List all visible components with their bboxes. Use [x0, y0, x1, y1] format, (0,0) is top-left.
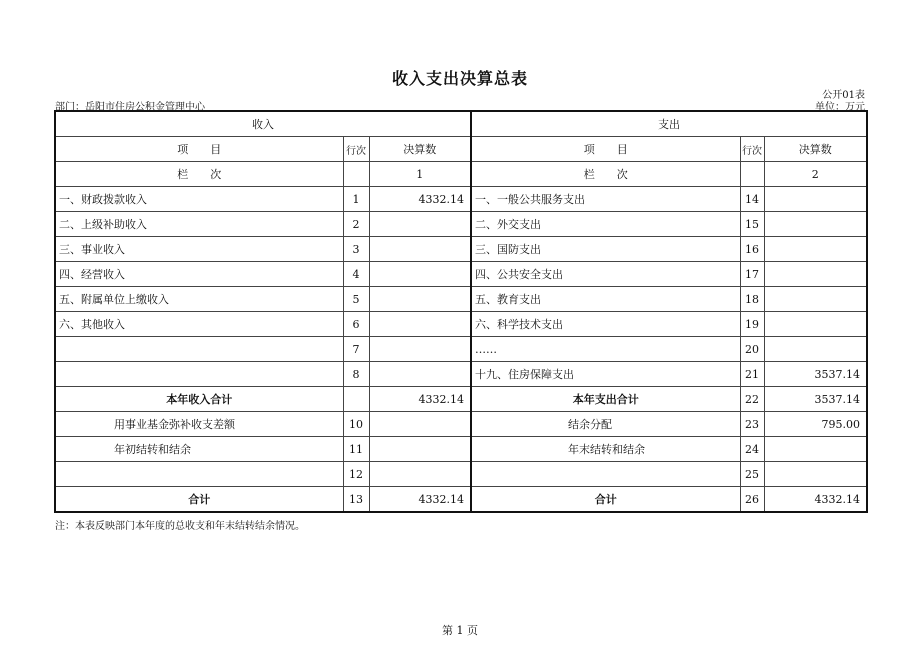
- expense-line-number: 15: [740, 212, 764, 237]
- expense-grand-total-label: 合计: [471, 487, 740, 513]
- income-amount: [369, 287, 471, 312]
- income-amount-header: 决算数: [369, 137, 471, 162]
- expense-line-number: 25: [740, 462, 764, 487]
- income-column-label: 栏 次: [55, 162, 343, 187]
- table-row: [55, 437, 867, 462]
- expense-grand-total-amount: 4332.14: [764, 487, 867, 513]
- income-amount: 4332.14: [369, 187, 471, 212]
- income-line-number: 7: [343, 337, 369, 362]
- grand-total-row: 合计 13 4332.14 合计 26 4332.14: [55, 487, 867, 513]
- income-column-index: 1: [369, 162, 471, 187]
- income-amount: [369, 312, 471, 337]
- expense-year-total-label: 本年支出合计: [471, 387, 740, 412]
- expense-line-number: 21: [740, 362, 764, 387]
- expense-line-number: 18: [740, 287, 764, 312]
- expense-item-header: 项 目: [471, 137, 740, 162]
- income-item-name: 四、经营收入: [55, 262, 343, 287]
- table-row: [55, 212, 867, 237]
- expense-line-number: 19: [740, 312, 764, 337]
- income-item-name: [55, 362, 343, 387]
- year-total-row: 本年收入合计 4332.14 本年支出合计 22 3537.14: [55, 387, 867, 412]
- expense-column-index: 2: [764, 162, 867, 187]
- income-amount: [369, 337, 471, 362]
- expense-amount-header: 决算数: [764, 137, 867, 162]
- expense-amount: [764, 187, 867, 212]
- income-line-header: 行次: [343, 137, 369, 162]
- expense-column-label: 栏 次: [471, 162, 740, 187]
- expense-item-name: 四、公共安全支出: [471, 262, 740, 287]
- income-grand-total-amount: 4332.14: [369, 487, 471, 513]
- income-item-name: 一、财政拨款收入: [55, 187, 343, 212]
- section-header-row: [55, 111, 867, 137]
- table-row: [55, 362, 867, 387]
- expense-item-name: 一、一般公共服务支出: [471, 187, 740, 212]
- expense-item-name: 年末结转和结余: [471, 437, 740, 462]
- expense-amount: [764, 237, 867, 262]
- department-label: 部门：岳阳市住房公积金管理中心: [55, 102, 205, 113]
- income-header: 收入: [55, 111, 471, 137]
- expense-item-name: 二、外交支出: [471, 212, 740, 237]
- income-amount: [369, 237, 471, 262]
- expense-line-number: 16: [740, 237, 764, 262]
- expense-line-header: 行次: [740, 137, 764, 162]
- table-row: [55, 237, 867, 262]
- income-amount: [369, 212, 471, 237]
- expense-item-name: 五、教育支出: [471, 287, 740, 312]
- table-row: [55, 337, 867, 362]
- page-title: 收入支出决算总表: [391, 69, 528, 88]
- income-line-number: 12: [343, 462, 369, 487]
- column-index-row: [55, 162, 867, 187]
- footnote: 注：本表反映部门本年度的总收支和年末结转结余情况。: [55, 521, 305, 532]
- income-amount: [369, 437, 471, 462]
- expense-amount: [764, 262, 867, 287]
- expense-amount: [764, 287, 867, 312]
- income-item-name: 二、上级补助收入: [55, 212, 343, 237]
- income-item-name: 三、事业收入: [55, 237, 343, 262]
- income-grand-total-label: 合计: [55, 487, 343, 513]
- expense-header: 支出: [471, 111, 867, 137]
- expense-amount: [764, 337, 867, 362]
- income-year-total-amount: 4332.14: [369, 387, 471, 412]
- expense-item-name: ……: [471, 337, 740, 362]
- income-line-number: 2: [343, 212, 369, 237]
- expense-item-name: 三、国防支出: [471, 237, 740, 262]
- income-year-total-label: 本年收入合计: [55, 387, 343, 412]
- expense-year-total-amount: 3537.14: [764, 387, 867, 412]
- expense-amount: [764, 462, 867, 487]
- expense-line-number: 14: [740, 187, 764, 212]
- income-item-name: 五、附属单位上缴收入: [55, 287, 343, 312]
- income-line-number: 4: [343, 262, 369, 287]
- form-code: 公开01表: [822, 90, 865, 101]
- income-line-number: 6: [343, 312, 369, 337]
- income-line-number: 10: [343, 412, 369, 437]
- expense-line-number: 17: [740, 262, 764, 287]
- income-line-number: 5: [343, 287, 369, 312]
- table-row: [55, 312, 867, 337]
- expense-item-name: 结余分配: [471, 412, 740, 437]
- income-line-number: 8: [343, 362, 369, 387]
- expense-line-number: 20: [740, 337, 764, 362]
- income-line-number: 3: [343, 237, 369, 262]
- expense-amount: 3537.14: [764, 362, 867, 387]
- income-line-number: 11: [343, 437, 369, 462]
- expense-amount: [764, 437, 867, 462]
- unit-label: 单位：万元: [815, 102, 865, 113]
- table-row: [55, 462, 867, 487]
- expense-amount: 795.00: [764, 412, 867, 437]
- expense-amount: [764, 312, 867, 337]
- income-item-name: 六、其他收入: [55, 312, 343, 337]
- expense-line-number: 23: [740, 412, 764, 437]
- expense-item-name: [471, 462, 740, 487]
- column-header-row: [55, 137, 867, 162]
- income-amount: [369, 462, 471, 487]
- income-item-name: 用事业基金弥补收支差额: [55, 412, 343, 437]
- income-item-header: 项 目: [55, 137, 343, 162]
- expense-line-number: 24: [740, 437, 764, 462]
- table-row: [55, 412, 867, 437]
- income-item-name: [55, 337, 343, 362]
- income-amount: [369, 262, 471, 287]
- expense-item-name: 十九、住房保障支出: [471, 362, 740, 387]
- table-row: [55, 262, 867, 287]
- page-number: 第 1 页: [442, 624, 478, 637]
- income-item-name: [55, 462, 343, 487]
- income-item-name: 年初结转和结余: [55, 437, 343, 462]
- expense-item-name: 六、科学技术支出: [471, 312, 740, 337]
- table-row: [55, 187, 867, 212]
- expense-amount: [764, 212, 867, 237]
- table-row: [55, 287, 867, 312]
- income-line-number: 1: [343, 187, 369, 212]
- income-amount: [369, 412, 471, 437]
- income-amount: [369, 362, 471, 387]
- budget-table: [54, 110, 868, 513]
